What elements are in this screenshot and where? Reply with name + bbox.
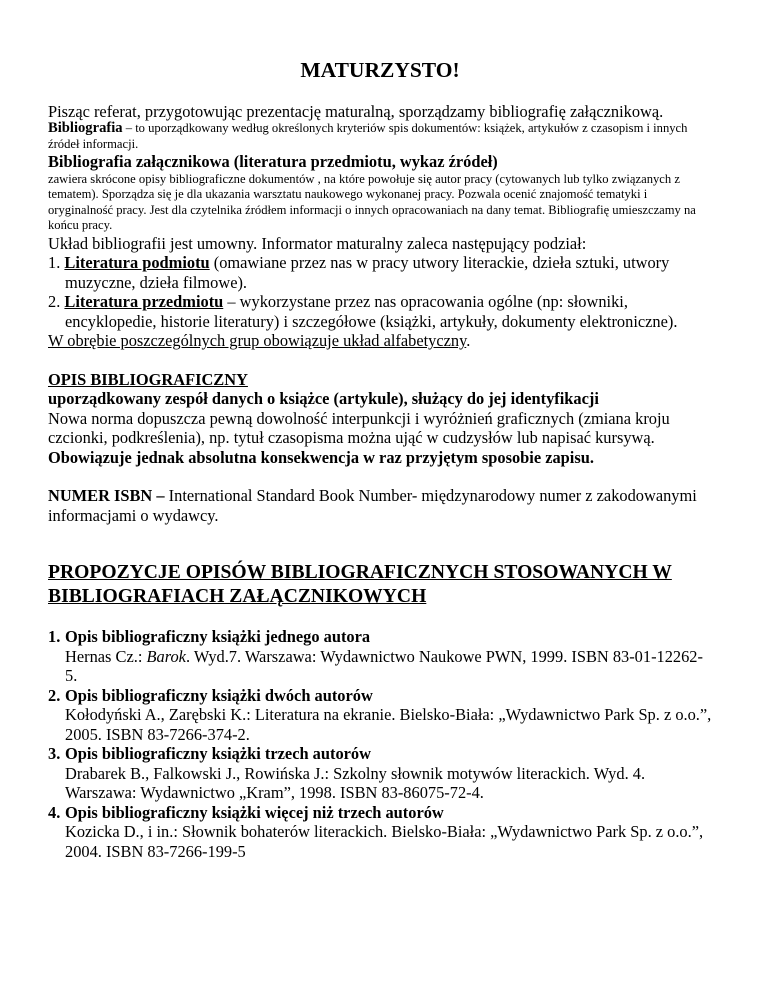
uklad-item-1-text: (omawiane przez nas w pracy utwory literackie, dzieła sztuki, utwory muzyczne, dzieła filmowe). — [65, 253, 670, 292]
isbn-term: NUMER ISBN – — [48, 486, 165, 506]
propozycja-4-num: 4. — [48, 802, 61, 822]
uklad-item-1-num: 1. — [48, 253, 61, 273]
propozycja-3-heading — [48, 744, 712, 764]
opis-subheading: uporządkowany zespół danych o książce (artykule), służący do jej identyfikacji — [48, 389, 599, 409]
bibliografia-definition-text: – to uporządkowany według określonych kryteriów spis dokumentów: książek, artykułów z czasopism i innych źródeł informacji. — [48, 121, 688, 151]
propozycja-2-heading-text: Opis bibliograficzny książki dwóch autorów — [65, 685, 373, 705]
propozycja-2-num: 2. — [48, 685, 61, 705]
uklad-item-2-num: 2. — [48, 292, 61, 312]
propozycja-4-body: Kozicka D., i in.: Słownik bohaterów literackich. Bielsko-Biała: „Wydawnictwo Park Sp. z o.o.”, 2004. ISBN 83-7266-199-5 — [65, 822, 704, 861]
uklad-note-end: . — [466, 331, 471, 351]
bibliografia-definition — [48, 121, 712, 152]
propozycja-2-heading — [48, 686, 712, 706]
propozycja-1-pre: Hernas Cz.: — [65, 646, 147, 666]
isbn-text: International Standard Book Number- międzynarodowy numer z zakodowanymi informacjami o wydawcy. — [48, 486, 697, 525]
zalacznikowa-text: zawiera skrócone opisy bibliograficzne dokumentów , na które powołuje się autor pracy (cytowanych lub tylko związanych z tematem). Sporządza się je dla ukazania warsztatu naukowego wykonanej pracy. Pozwala ocenić znajomość tematyki i oryginalność pracy. Jest dla czytelnika źródłem informacji o innych opracowaniach na dany temat. Bibliografię umieszczamy na końcu pracy. — [48, 171, 696, 233]
propozycja-1-body — [48, 647, 712, 686]
isbn-paragraph — [48, 486, 712, 525]
opis-heading: OPIS BIBLIOGRAFICZNY — [48, 369, 248, 389]
propozycja-3-num: 3. — [48, 744, 61, 764]
propozycja-1-heading — [48, 627, 712, 647]
propozycja-1-italic: Barok — [146, 646, 186, 666]
opis-text: Nowa norma dopuszcza pewną dowolność interpunkcji i wyróżnień graficznych (zmiana kroju czcionki, podkreślenia), np. tytuł czasopisma można ująć w cudzysłów lub napisać kursywą. — [48, 408, 670, 448]
propozycje-heading: PROPOZYCJE OPISÓW BIBLIOGRAFICZNYCH STOSOWANYCH W BIBLIOGRAFIACH ZAŁĄCZNIKOWYCH — [48, 562, 672, 607]
propozycja-1-post: . Wyd.7. Warszawa: Wydawnictwo Naukowe PWN, 1999. ISBN 83-01-12262-5. — [65, 646, 703, 686]
uklad-item-2 — [48, 292, 712, 331]
propozycja-4-heading — [48, 803, 712, 823]
uklad-item-2-text: – wykorzystane przez nas opracowania ogólne (np: słowniki, encyklopedie, historie literatury) i szczegółowe (książki, artykuły, dokumenty elektroniczne). — [65, 292, 678, 331]
propozycja-4-heading-text: Opis bibliograficzny książki więcej niż trzech autorów — [65, 802, 444, 822]
propozycja-3-body: Drabarek B., Falkowski J., Rowińska J.: Szkolny słownik motywów literackich. Wyd. 4. Warszawa: Wydawnictwo „Kram”, 1998. ISBN 83-86075-72-4. — [65, 763, 646, 803]
intro-paragraph: Pisząc referat, przygotowując prezentację maturalną, sporządzamy bibliografię załącznikową. — [48, 101, 664, 121]
uklad-item-1 — [48, 253, 712, 292]
propozycja-2-body: Kołodyński A., Zarębski K.: Literatura na ekranie. Bielsko-Biała: „Wydawnictwo Park Sp. z o.o.”, 2005. ISBN 83-7266-374-2. — [65, 705, 712, 744]
literatura-podmiotu-term: Literatura podmiotu — [64, 253, 210, 273]
propozycja-1-heading-text: Opis bibliograficzny książki jednego autora — [65, 627, 371, 647]
zalacznikowa-heading: Bibliografia załącznikowa (literatura przedmiotu, wykaz źródeł) — [48, 152, 498, 172]
propozycja-3-heading-text: Opis bibliograficzny książki trzech autorów — [65, 744, 371, 764]
uklad-note-text: W obrębie poszczególnych grup obowiązuje układ alfabetyczny — [48, 331, 467, 351]
propozycja-1-num: 1. — [48, 627, 61, 647]
uklad-intro: Układ bibliografii jest umowny. Informator maturalny zaleca następujący podział: — [48, 233, 587, 253]
page-title: MATURZYSTO! — [300, 58, 460, 82]
uklad-note — [48, 331, 712, 351]
literatura-przedmiotu-term: Literatura przedmiotu — [64, 292, 224, 312]
opis-bold-note: Obowiązuje jednak absolutna konsekwencja w raz przyjętym sposobie zapisu. — [48, 447, 594, 467]
bibliografia-term: Bibliografia — [48, 120, 123, 137]
